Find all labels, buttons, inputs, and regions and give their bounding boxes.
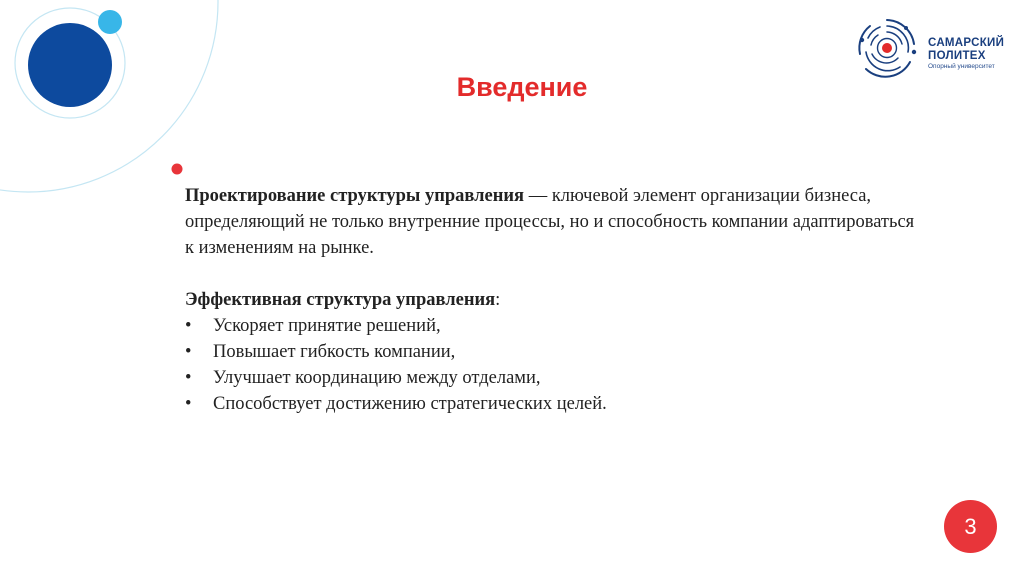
list-item xyxy=(185,391,925,417)
list-item-text: Повышает гибкость компании, xyxy=(213,342,456,362)
slide-body xyxy=(185,183,925,417)
bullet-icon: • xyxy=(185,368,192,388)
benefits-heading-text: Эффективная структура управления xyxy=(185,290,496,310)
list-item-text: Ускоряет принятие решений, xyxy=(213,316,441,336)
paragraph-spacer xyxy=(185,261,925,287)
logo-wordmark xyxy=(928,38,1004,71)
benefits-list xyxy=(185,313,925,417)
logo-line-2: ПОЛИТЕХ xyxy=(928,49,986,62)
list-item-text: Способствует достижению стратегических целей. xyxy=(213,394,607,414)
page-number-badge: 3 xyxy=(944,500,997,553)
small-red-dot xyxy=(172,164,183,175)
list-item-text: Улучшает координацию между отделами, xyxy=(213,368,541,388)
intro-text: — ключевой элемент организации бизнеса, определяющий не только внутренние процессы, но и способность компании адаптироваться к изменениям на рынке. xyxy=(185,186,915,258)
list-item xyxy=(185,365,925,391)
list-item xyxy=(185,313,925,339)
bullet-icon: • xyxy=(185,342,192,362)
slide-title: Введение xyxy=(456,72,588,102)
list-item xyxy=(185,339,925,365)
benefits-heading-colon: : xyxy=(495,290,501,310)
intro-bold-term: Проектирование структуры управления xyxy=(185,186,525,206)
intro-paragraph xyxy=(185,183,925,261)
bullet-icon: • xyxy=(185,394,192,414)
small-light-blue-circle xyxy=(98,10,122,34)
bullet-icon: • xyxy=(185,316,192,336)
logo-line-1: САМАРСКИЙ xyxy=(928,37,1005,49)
benefits-heading xyxy=(185,287,925,313)
logo-tagline: Опорный университет xyxy=(928,63,995,70)
